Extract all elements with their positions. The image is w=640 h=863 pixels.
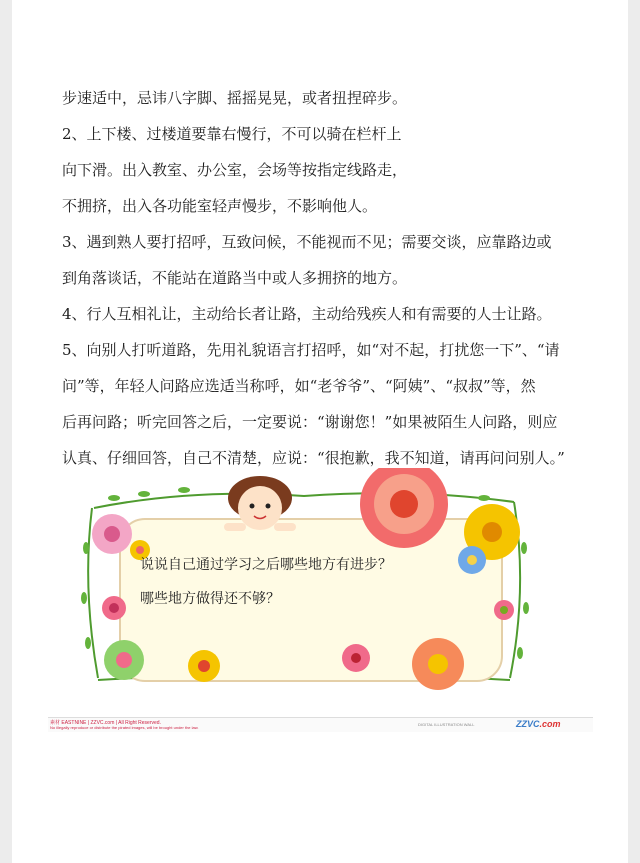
flower-frame-illustration [74,468,534,694]
text-line: 2、上下楼、过楼道要靠右慢行，不可以骑在栏杆上 [62,125,402,143]
document-page [12,0,628,863]
text-line: 步速适中，忌讳八字脚、摇摇晃晃，或者扭捏碎步。 [62,89,408,107]
series-text: DIGITAL ILLUSTRATION WALL [418,722,475,727]
flower-decoration [74,468,534,694]
text-line: 不拥挤，出入各功能室轻声慢步，不影响他人。 [62,197,378,215]
text-line: 认真、仔细回答，自己不清楚，应说：“很抱歉，我不知道，请再问问别人。” [62,449,565,467]
copyright-text: 素材 EASTNINE | ZZVC.com | All Right Reserved. [50,720,161,726]
text-line: 到角落谈话，不能站在道路当中或人多拥挤的地方。 [62,269,408,287]
watermark-footer [48,717,593,732]
pink-flower [92,514,132,554]
girl-illustration [224,476,296,531]
question-one: 说说自己通过学习之后哪些地方有进步？ [140,557,392,573]
question-two: 哪些地方做得还不够？ [140,591,280,607]
text-line: 后再问路；听完回答之后，一定要说：“谢谢您！”如果被陌生人问路，则应 [62,413,558,431]
text-line: 3、遇到熟人要打招呼，互致问候，不能视而不见；需要交谈，应靠路边或 [62,233,552,251]
big-red-flower [360,468,448,548]
text-line: 5、向别人打听道路，先用礼貌语言打招呼，如“对不起，打扰您一下”、“请 [62,341,560,359]
text-line: 4、行人互相礼让，主动给长者让路，主动给残疾人和有需要的人士让路。 [62,305,552,323]
text-line: 问”等，年轻人问路应选适当称呼，如“老爷爷”、“阿姨”、“叔叔”等，然 [62,377,536,395]
text-line: 向下滑。出入教室、办公室，会场等按指定线路走， [62,161,408,179]
notice-text: No illegally reproduce or distribute the pirated images, will be brought under the law. [50,725,199,730]
zzvc-logo: ZZVC.com [516,719,561,729]
body-text [62,80,602,476]
